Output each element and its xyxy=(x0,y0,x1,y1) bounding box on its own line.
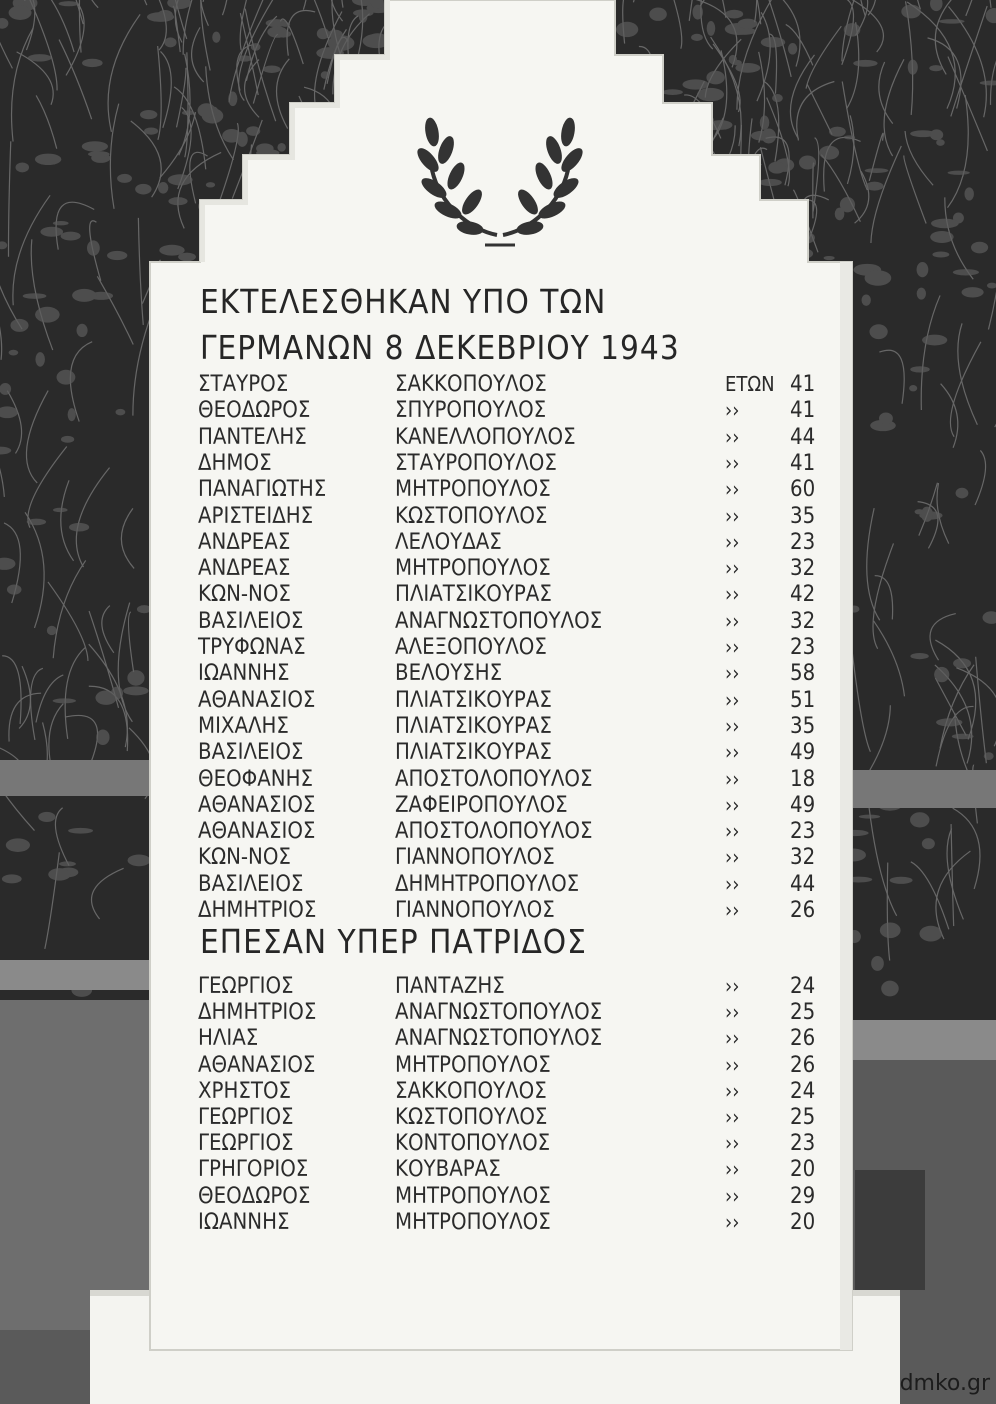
ditto-mark: ›› xyxy=(725,871,740,896)
age: 44 xyxy=(790,424,816,450)
first-name: ΓΡΗΓΟΡΙΟΣ xyxy=(198,1157,309,1183)
age: 24 xyxy=(790,1078,816,1104)
name-row xyxy=(150,372,850,398)
last-name: ΑΛΕΞΟΠΟΥΛΟΣ xyxy=(395,635,547,660)
last-name: ΠΛΙΑΤΣΙΚΟΥΡΑΣ xyxy=(395,582,552,608)
first-name: ΑΝΔΡΕΑΣ xyxy=(198,529,291,555)
age: 44 xyxy=(790,871,816,897)
last-name: ΑΠΟΣΤΟΛΟΠΟΥΛΟΣ xyxy=(395,819,593,845)
ditto-mark: ›› xyxy=(725,635,740,659)
ditto-mark: ›› xyxy=(725,556,740,581)
first-name: ΚΩΝ-ΝΟΣ xyxy=(198,845,291,871)
age: 23 xyxy=(790,1131,816,1157)
ditto-mark: ›› xyxy=(725,398,740,423)
last-name: ΑΠΟΣΤΟΛΟΠΟΥΛΟΣ xyxy=(395,766,593,792)
ditto-mark: ›› xyxy=(725,582,740,607)
name-row xyxy=(150,740,850,766)
age: 35 xyxy=(790,503,816,529)
first-name: ΘΕΟΔΩΡΟΣ xyxy=(198,398,311,424)
name-row xyxy=(150,974,850,1000)
last-name: ΜΗΤΡΟΠΟΥΛΟΣ xyxy=(395,1183,551,1209)
last-name: ΚΟΥΒΑΡΑΣ xyxy=(395,1157,501,1183)
first-name: ΜΙΧΑΛΗΣ xyxy=(198,713,289,739)
age: 60 xyxy=(790,477,816,503)
name-row xyxy=(150,793,850,819)
ditto-mark: ›› xyxy=(725,503,740,528)
last-name: ΣΠΥΡΟΠΟΥΛΟΣ xyxy=(395,398,547,424)
name-row xyxy=(150,1210,850,1236)
name-row xyxy=(150,872,850,898)
ditto-mark: ›› xyxy=(725,713,740,738)
first-name: ΠΑΝΑΓΙΩΤΗΣ xyxy=(198,477,327,503)
ditto-mark: ›› xyxy=(725,477,740,502)
first-name: ΔΗΜΗΤΡΙΟΣ xyxy=(198,1000,317,1026)
first-name: ΤΡΥΦΩΝΑΣ xyxy=(198,635,306,660)
ditto-mark: ›› xyxy=(725,740,740,765)
first-name: ΠΑΝΤΕΛΗΣ xyxy=(198,424,307,450)
site-credit: dmko.gr xyxy=(899,1371,990,1396)
first-name: ΒΑΣΙΛΕΙΟΣ xyxy=(198,871,304,897)
inscription-heading-line-1: ΕΚΤΕΛΕΣΘΗΚΑΝ ΥΠΟ ΤΩΝ xyxy=(200,282,607,321)
ditto-mark: ›› xyxy=(725,819,740,844)
name-row xyxy=(150,1157,850,1183)
first-name: ΒΑΣΙΛΕΙΟΣ xyxy=(198,740,304,766)
name-row xyxy=(150,477,850,503)
age: 23 xyxy=(790,635,816,660)
last-name: ΑΝΑΓΝΩΣΤΟΠΟΥΛΟΣ xyxy=(395,1000,603,1026)
name-row xyxy=(150,398,850,424)
age: 25 xyxy=(790,1000,816,1026)
age: 35 xyxy=(790,713,816,739)
first-name: ΓΕΩΡΓΙΟΣ xyxy=(198,1131,294,1157)
first-name: ΑΡΙΣΤΕΙΔΗΣ xyxy=(198,503,314,529)
name-row xyxy=(150,767,850,793)
name-row xyxy=(150,530,850,556)
last-name: ΣΑΚΚΟΠΟΥΛΟΣ xyxy=(395,372,547,397)
name-row xyxy=(150,1105,850,1131)
age: 32 xyxy=(790,845,816,871)
first-name: ΔΗΜΗΤΡΙΟΣ xyxy=(198,898,317,923)
last-name: ΖΑΦΕΙΡΟΠΟΥΛΟΣ xyxy=(395,792,568,818)
last-name: ΠΛΙΑΤΣΙΚΟΥΡΑΣ xyxy=(395,740,552,766)
age: 20 xyxy=(790,1157,816,1183)
first-name: ΔΗΜΟΣ xyxy=(198,450,272,476)
age: 26 xyxy=(790,1052,816,1078)
ditto-mark: ›› xyxy=(725,766,740,791)
age: 41 xyxy=(790,372,816,397)
name-row xyxy=(150,609,850,635)
inscription-heading-line-2: ΓΕΡΜΑΝΩΝ 8 ΔΕΚΕΒΡΙΟΥ 1943 xyxy=(200,328,680,367)
last-name: ΔΗΜΗΤΡΟΠΟΥΛΟΣ xyxy=(395,871,580,897)
age: 25 xyxy=(790,1105,816,1130)
name-row xyxy=(150,819,850,845)
first-name: ΒΑΣΙΛΕΙΟΣ xyxy=(198,608,304,634)
name-row xyxy=(150,451,850,477)
ditto-mark: ›› xyxy=(725,450,740,475)
last-name: ΚΩΣΤΟΠΟΥΛΟΣ xyxy=(395,503,548,529)
age: 24 xyxy=(790,974,816,999)
age: 20 xyxy=(790,1209,816,1235)
age: 41 xyxy=(790,398,816,424)
first-name: ΘΕΟΦΑΝΗΣ xyxy=(198,766,313,792)
first-name: ΧΡΗΣΤΟΣ xyxy=(198,1078,292,1104)
name-row xyxy=(150,898,850,924)
last-name: ΚΑΝΕΛΛΟΠΟΥΛΟΣ xyxy=(395,424,576,450)
monument-inscription xyxy=(150,262,850,1342)
last-name: ΒΕΛΟΥΣΗΣ xyxy=(395,661,503,687)
last-name: ΣΑΚΚΟΠΟΥΛΟΣ xyxy=(395,1078,547,1104)
ditto-mark: ›› xyxy=(725,687,740,712)
age: 23 xyxy=(790,529,816,555)
name-row xyxy=(150,1079,850,1105)
age: 49 xyxy=(790,740,816,766)
fallen-heading: ΕΠΕΣΑΝ ΥΠΕΡ ΠΑΤΡΙΔΟΣ xyxy=(200,922,587,961)
ditto-mark: ›› xyxy=(725,1000,740,1025)
last-name: ΠΑΝΤΑΖΗΣ xyxy=(395,974,505,999)
last-name: ΑΝΑΓΝΩΣΤΟΠΟΥΛΟΣ xyxy=(395,1026,603,1052)
first-name: ΘΕΟΔΩΡΟΣ xyxy=(198,1183,311,1209)
ditto-mark: ›› xyxy=(725,1105,740,1129)
last-name: ΜΗΤΡΟΠΟΥΛΟΣ xyxy=(395,1209,551,1235)
name-row xyxy=(150,556,850,582)
ditto-mark: ›› xyxy=(725,792,740,817)
age: 23 xyxy=(790,819,816,845)
last-name: ΠΛΙΑΤΣΙΚΟΥΡΑΣ xyxy=(395,687,552,713)
age: 51 xyxy=(790,687,816,713)
name-row xyxy=(150,661,850,687)
first-name: ΚΩΝ-ΝΟΣ xyxy=(198,582,291,608)
last-name: ΜΗΤΡΟΠΟΥΛΟΣ xyxy=(395,1052,551,1078)
last-name: ΚΟΝΤΟΠΟΥΛΟΣ xyxy=(395,1131,551,1157)
name-row xyxy=(150,635,850,661)
last-name: ΚΩΣΤΟΠΟΥΛΟΣ xyxy=(395,1105,548,1130)
first-name: ΗΛΙΑΣ xyxy=(198,1026,259,1052)
first-name: ΓΕΩΡΓΙΟΣ xyxy=(198,974,294,999)
last-name: ΜΗΤΡΟΠΟΥΛΟΣ xyxy=(395,477,551,503)
ditto-mark: ›› xyxy=(725,1157,740,1182)
name-row xyxy=(150,688,850,714)
ditto-mark: ›› xyxy=(725,529,740,554)
last-name: ΣΤΑΥΡΟΠΟΥΛΟΣ xyxy=(395,450,557,476)
ditto-mark: ›› xyxy=(725,1209,740,1234)
last-name: ΠΛΙΑΤΣΙΚΟΥΡΑΣ xyxy=(395,713,552,739)
name-row xyxy=(150,1000,850,1026)
ditto-mark: ›› xyxy=(725,608,740,633)
ditto-mark: ›› xyxy=(725,1078,740,1103)
name-row xyxy=(150,714,850,740)
ditto-mark: ›› xyxy=(725,1026,740,1051)
age: 26 xyxy=(790,1026,816,1052)
age: 32 xyxy=(790,608,816,634)
first-name: ΑΘΑΝΑΣΙΟΣ xyxy=(198,819,316,845)
name-row xyxy=(150,425,850,451)
last-name: ΓΙΑΝΝΟΠΟΥΛΟΣ xyxy=(395,898,555,923)
ditto-mark: ›› xyxy=(725,974,740,998)
first-name: ΑΘΑΝΑΣΙΟΣ xyxy=(198,792,316,818)
age: 49 xyxy=(790,792,816,818)
age: 26 xyxy=(790,898,816,923)
first-name: ΓΕΩΡΓΙΟΣ xyxy=(198,1105,294,1130)
name-row xyxy=(150,1131,850,1157)
ditto-mark: ›› xyxy=(725,661,740,686)
ditto-mark: ›› xyxy=(725,1131,740,1156)
ditto-mark: ›› xyxy=(725,1183,740,1208)
ditto-mark: ›› xyxy=(725,1052,740,1077)
age: 32 xyxy=(790,556,816,582)
first-name: ΑΘΑΝΑΣΙΟΣ xyxy=(198,687,316,713)
last-name: ΓΙΑΝΝΟΠΟΥΛΟΣ xyxy=(395,845,555,871)
ditto-mark: ›› xyxy=(725,424,740,449)
first-name: ΑΝΔΡΕΑΣ xyxy=(198,556,291,582)
name-row xyxy=(150,845,850,871)
name-row xyxy=(150,504,850,530)
name-row xyxy=(150,582,850,608)
ditto-mark: ΕΤΩΝ xyxy=(725,372,775,396)
name-row xyxy=(150,1053,850,1079)
age: 41 xyxy=(790,450,816,476)
last-name: ΑΝΑΓΝΩΣΤΟΠΟΥΛΟΣ xyxy=(395,608,603,634)
last-name: ΜΗΤΡΟΠΟΥΛΟΣ xyxy=(395,556,551,582)
name-row xyxy=(150,1026,850,1052)
age: 42 xyxy=(790,582,816,608)
first-name: ΙΩΑΝΝΗΣ xyxy=(198,1209,290,1235)
last-name: ΛΕΛΟΥΔΑΣ xyxy=(395,529,502,555)
first-name: ΙΩΑΝΝΗΣ xyxy=(198,661,290,687)
first-name: ΣΤΑΥΡΟΣ xyxy=(198,372,289,397)
age: 18 xyxy=(790,766,816,792)
name-row xyxy=(150,1184,850,1210)
age: 58 xyxy=(790,661,816,687)
first-name: ΑΘΑΝΑΣΙΟΣ xyxy=(198,1052,316,1078)
ditto-mark: ›› xyxy=(725,845,740,870)
age: 29 xyxy=(790,1183,816,1209)
ditto-mark: ›› xyxy=(725,898,740,922)
